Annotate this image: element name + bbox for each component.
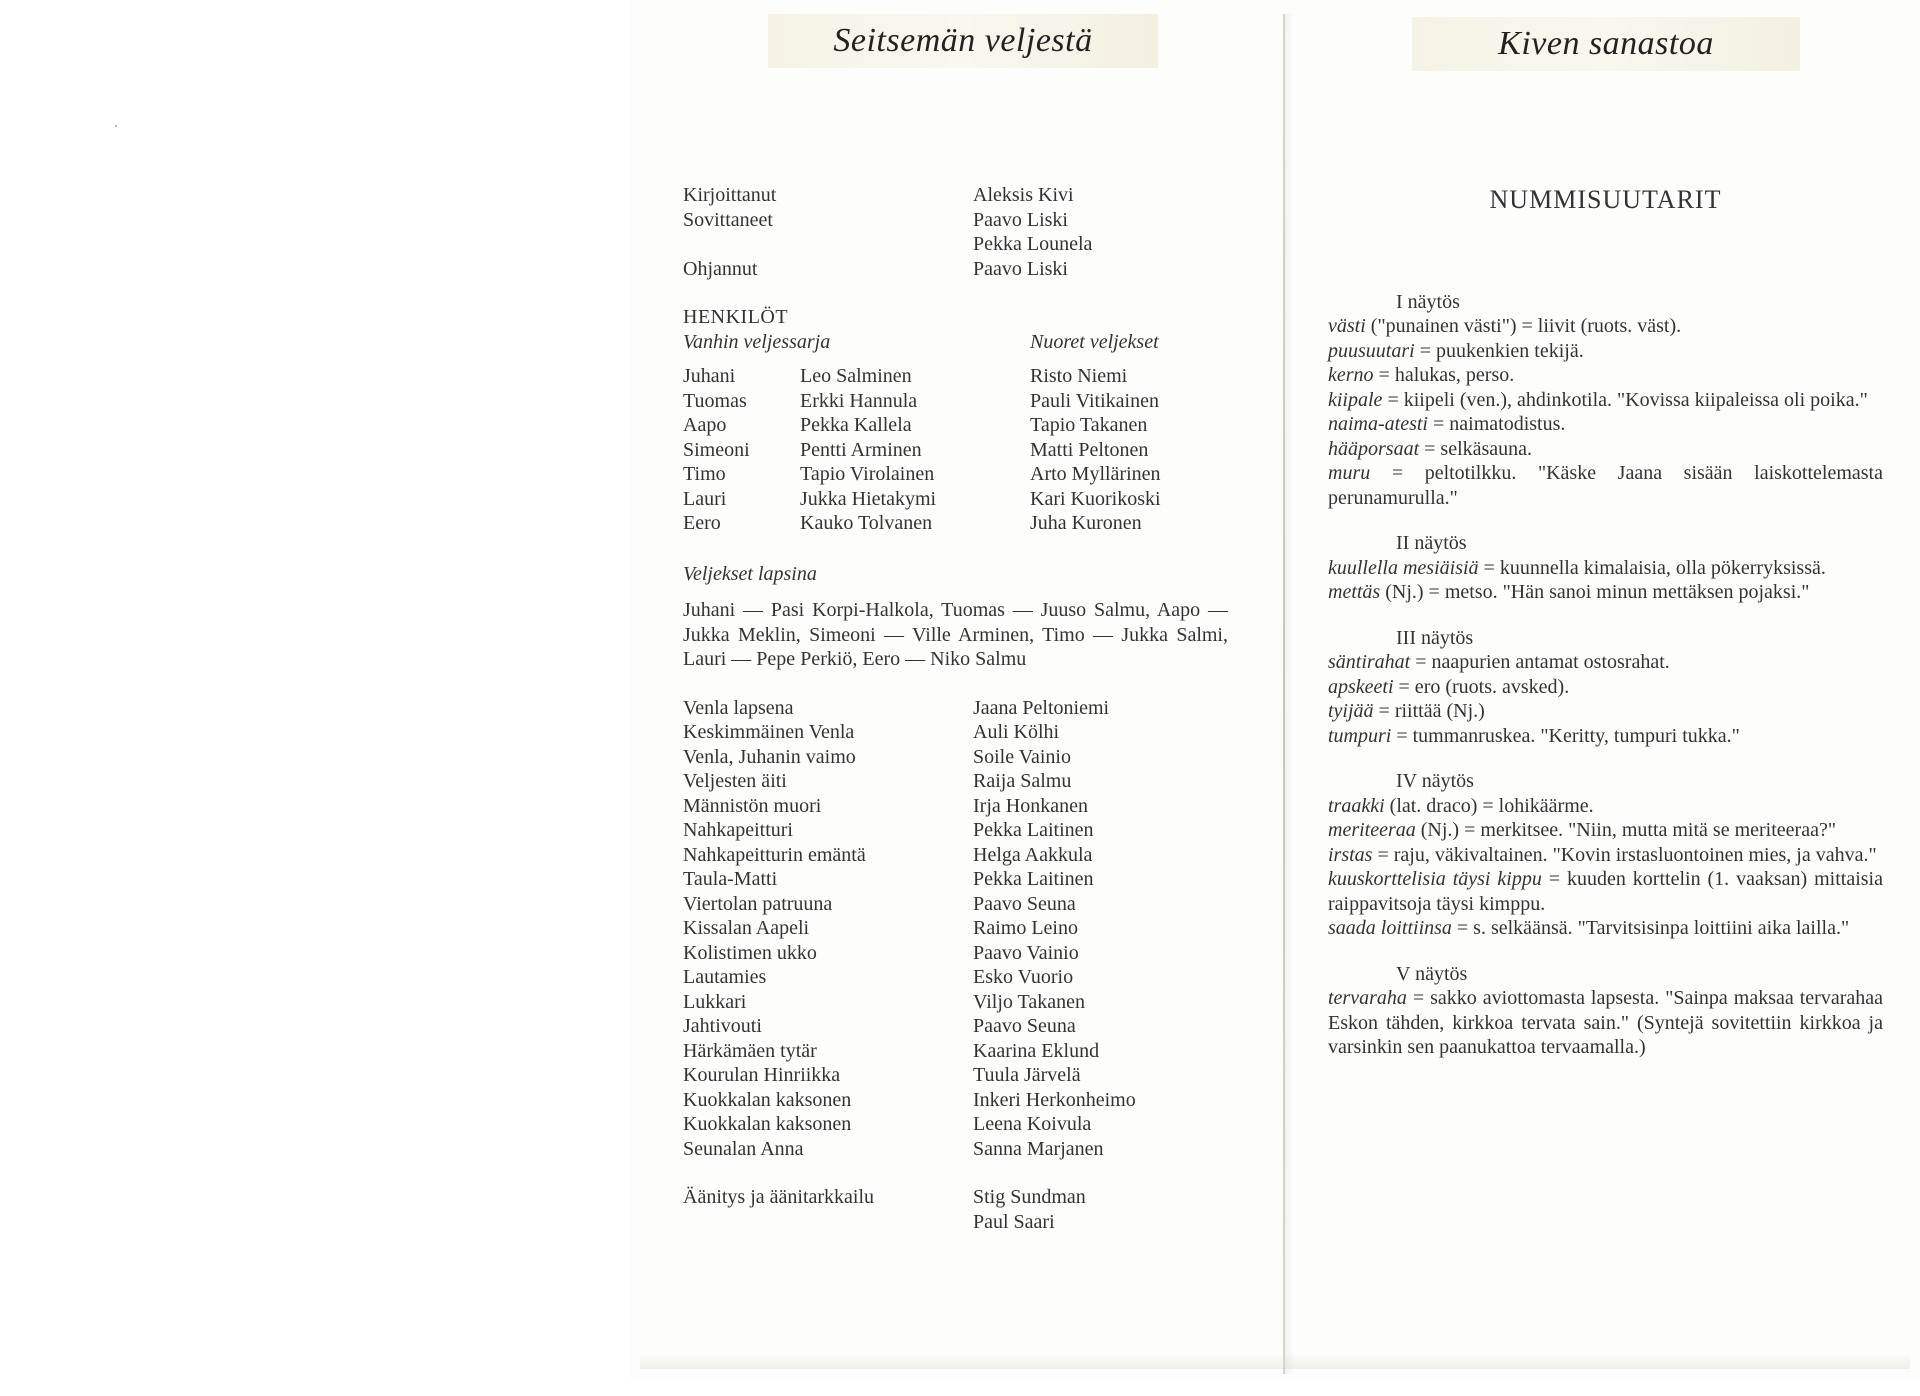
role-name: Männistön muori xyxy=(683,794,822,817)
glossary-definition: = riittää (Nj.) xyxy=(1373,700,1485,722)
glossary-entry xyxy=(1328,363,1883,388)
glossary-definition: = puukenkien tekijä. xyxy=(1414,339,1584,362)
role-name: Jahtivouti xyxy=(683,1015,762,1037)
role-actor: Helga Aakkula xyxy=(973,843,1093,866)
role-row xyxy=(683,1112,1243,1137)
glossary-definition: (lat. draco) = lohikäärme. xyxy=(1384,794,1594,817)
role-actor: Kaarina Eklund xyxy=(973,1039,1100,1062)
role-row xyxy=(683,745,1243,770)
glossary-term: puusuutari xyxy=(1328,339,1415,362)
glossary-term: hääporsaat xyxy=(1328,437,1420,460)
credit-person: Paavo Liski xyxy=(973,257,1068,280)
role-name: Veljesten äiti xyxy=(683,770,787,792)
younger-actor: Risto Niemi xyxy=(1030,365,1128,387)
persons-heading: HENKILÖT xyxy=(683,306,789,328)
role-row xyxy=(683,769,1243,794)
role-actor: Esko Vuorio xyxy=(973,966,1074,988)
older-brothers-heading: Vanhin veljessarja xyxy=(683,330,831,353)
scan-speck xyxy=(115,125,117,127)
role-row xyxy=(683,843,1243,868)
sound-credit xyxy=(683,1185,1243,1234)
role-row xyxy=(683,818,1243,843)
brother-name: Simeoni xyxy=(683,438,750,461)
role-actor: Raija Salmu xyxy=(973,770,1072,792)
glossary-definition: = raju, väkivaltainen. "Kovin irstasluontoinen mies, ja vahva." xyxy=(1372,843,1877,866)
older-actor: Kauko Tolvanen xyxy=(800,512,933,534)
role-actor: Paavo Seuna xyxy=(973,892,1076,915)
role-name: Viertolan patruuna xyxy=(683,892,833,915)
older-actor: Pekka Kallela xyxy=(800,414,912,436)
younger-actor: Arto Myllärinen xyxy=(1030,463,1161,485)
page-bottom-edge xyxy=(640,1355,1910,1369)
credit-people xyxy=(973,208,1092,257)
role-actor: Jaana Peltoniemi xyxy=(973,696,1110,719)
older-actor: Jukka Hietakymi xyxy=(800,487,937,510)
glossary-term: säntirahat xyxy=(1328,651,1411,673)
role-actor: Pekka Laitinen xyxy=(973,819,1094,841)
role-row xyxy=(683,1137,1243,1162)
glossary-definition: = naimatodistus. xyxy=(1428,413,1566,435)
glossary-definition: = peltotilkku. "Käske Jaana sisään laiskottelemasta perunamurulla." xyxy=(1328,462,1883,509)
credit-row xyxy=(683,208,1243,257)
glossary-definition: = sakko aviottomasta lapsesta. "Sainpa maksaa tervarahaa Eskon tähden, kirkkoa tervata sain." (Syntejä sovitettiin kirkkoa ja varsinkin sen paanukattoa tervaamalla.) xyxy=(1328,987,1883,1058)
glossary-entry xyxy=(1328,675,1883,700)
brother-name: Juhani xyxy=(683,365,736,387)
role-name: Kuokkalan kaksonen xyxy=(683,1113,852,1135)
role-name: Kuokkalan kaksonen xyxy=(683,1088,852,1111)
right-title-band xyxy=(1412,17,1800,71)
glossary-definition: = kiipeli (ven.), ahdinkotila. "Kovissa kiipaleissa oli poika." xyxy=(1382,388,1868,411)
glossary-term: kuullella mesiäisiä xyxy=(1328,556,1479,579)
role-actor: Auli Kölhi xyxy=(973,721,1060,743)
glossary-entry xyxy=(1328,986,1883,1060)
role-name: Venla, Juhanin vaimo xyxy=(683,745,856,768)
act-title: IV näytös xyxy=(1396,770,1474,792)
role-name: Keskimmäinen Venla xyxy=(683,721,855,743)
role-actor: Paavo Seuna xyxy=(973,1015,1076,1037)
glossary-entry xyxy=(1328,867,1883,916)
role-name: Härkämäen tytär xyxy=(683,1039,817,1062)
glossary-entry xyxy=(1328,412,1883,437)
credit-role: Kirjoittanut xyxy=(683,184,777,206)
glossary-term: västi xyxy=(1328,315,1366,337)
spacer xyxy=(683,281,1243,305)
sound-role: Äänitys ja äänitarkkailu xyxy=(683,1186,875,1208)
glossary-entry xyxy=(1328,916,1883,941)
role-actor: Inkeri Herkonheimo xyxy=(973,1088,1136,1111)
role-row xyxy=(683,892,1243,917)
act-title: II näytös xyxy=(1396,532,1467,554)
credit-people xyxy=(973,183,1074,208)
brother-names-column xyxy=(683,364,800,536)
children-cast-text: Juhani — Pasi Korpi-Halkola, Tuomas — Juuso Salmu, Aapo — Jukka Meklin, Simeoni — Ville Arminen, Timo — Jukka Salmi, Lauri — Pepe Perkiö, Eero — Niko Salmu xyxy=(683,599,1228,670)
spacer xyxy=(683,672,1243,696)
older-actors-column xyxy=(800,364,1030,536)
brother-name: Aapo xyxy=(683,414,727,436)
left-page-title: Seitsemän veljestä xyxy=(833,22,1093,59)
credit-person: Aleksis Kivi xyxy=(973,184,1074,206)
glossary-definition: = naapurien antamat ostosrahat. xyxy=(1410,651,1670,673)
glossary-term: naima-atesti xyxy=(1328,413,1428,435)
glossary-definition: = s. selkäänsä. "Tarvitsisinpa loittiini aika lailla." xyxy=(1451,917,1850,939)
role-row xyxy=(683,1063,1243,1088)
brothers-cast-table xyxy=(683,364,1243,536)
credit-people xyxy=(973,257,1068,282)
credit-role: Sovittaneet xyxy=(683,208,773,231)
glossary-definition: (Nj.) = metso. "Hän sanoi minun mettäksen pojaksi." xyxy=(1380,581,1810,603)
glossary-definition: = halukas, perso. xyxy=(1373,364,1515,386)
children-heading: Veljekset lapsina xyxy=(683,562,817,585)
younger-actor: Pauli Vitikainen xyxy=(1030,389,1159,412)
glossary-entry xyxy=(1328,699,1883,724)
glossary-definition: = ero (ruots. avsked). xyxy=(1393,675,1570,698)
role-row xyxy=(683,1014,1243,1039)
role-name: Kourulan Hinriikka xyxy=(683,1064,841,1086)
glossary-definition: ("punainen västi") = liivit (ruots. väst). xyxy=(1365,315,1682,337)
glossary-term: kuuskorttelisia täysi kippu xyxy=(1328,868,1542,890)
credits-block xyxy=(683,183,1243,281)
role-row xyxy=(683,916,1243,941)
younger-actor: Tapio Takanen xyxy=(1030,414,1148,436)
younger-actor: Juha Kuronen xyxy=(1030,512,1142,534)
glossary-entry xyxy=(1328,461,1883,510)
glossary-acts xyxy=(1328,290,1883,1060)
role-row xyxy=(683,696,1243,721)
sound-person: Paul Saari xyxy=(973,1210,1055,1233)
glossary-term: meriteeraa xyxy=(1328,819,1416,841)
brother-name: Lauri xyxy=(683,487,727,510)
right-page-title: Kiven sanastoa xyxy=(1498,25,1714,62)
role-actor: Raimo Leino xyxy=(973,917,1078,939)
glossary-entry xyxy=(1328,843,1883,868)
role-name: Nahkapeitturin emäntä xyxy=(683,843,866,866)
role-actor: Pekka Laitinen xyxy=(973,868,1094,890)
left-page xyxy=(683,183,1243,1234)
glossary-term: saada loittiinsa xyxy=(1328,917,1452,939)
glossary-definition: (Nj.) = merkitsee. "Niin, mutta mitä se meriteeraa?" xyxy=(1415,819,1836,841)
glossary-entry xyxy=(1328,580,1883,605)
older-actor: Pentti Arminen xyxy=(800,438,922,461)
glossary-term: tervaraha xyxy=(1328,987,1407,1009)
glossary-term: tumpuri xyxy=(1328,724,1392,747)
glossary-entry xyxy=(1328,724,1883,749)
glossary-term: mettäs xyxy=(1328,581,1381,603)
spacer xyxy=(683,1161,1243,1185)
glossary-term: tyijää xyxy=(1328,700,1374,722)
brother-name: Timo xyxy=(683,463,726,485)
role-row xyxy=(683,965,1243,990)
older-actor: Tapio Virolainen xyxy=(800,463,935,485)
role-actor: Soile Vainio xyxy=(973,745,1071,768)
glossary-entry xyxy=(1328,650,1883,675)
brother-name: Tuomas xyxy=(683,389,747,412)
role-actor: Sanna Marjanen xyxy=(973,1137,1104,1160)
role-row xyxy=(683,794,1243,819)
glossary-term: muru xyxy=(1328,462,1371,484)
role-actor: Paavo Vainio xyxy=(973,941,1079,964)
glossary-definition: = kuunnella kimalaisia, olla pökerryksissä. xyxy=(1478,556,1826,579)
fold-shadow xyxy=(1285,14,1295,1374)
glossary-entry xyxy=(1328,437,1883,462)
older-actor: Leo Salminen xyxy=(800,365,912,387)
glossary-term: traakki xyxy=(1328,794,1385,817)
glossary-definition: = kuuden korttelin (1. vaaksan) mittaisia raippavitsoja täysi kimppu. xyxy=(1328,868,1883,915)
glossary-definition: = tummanruskea. "Keritty, tumpuri tukka." xyxy=(1391,724,1740,747)
glossary-term: irstas xyxy=(1328,843,1373,866)
glossary-term: kiipale xyxy=(1328,388,1383,411)
role-name: Lautamies xyxy=(683,966,767,988)
role-row xyxy=(683,1088,1243,1113)
credit-row xyxy=(683,257,1243,282)
role-actor: Tuula Järvelä xyxy=(973,1064,1081,1086)
credit-person: Pekka Lounela xyxy=(973,233,1093,255)
younger-actor: Matti Peltonen xyxy=(1030,438,1149,461)
role-name: Lukkari xyxy=(683,990,747,1013)
role-row xyxy=(683,1039,1243,1064)
role-name: Venla lapsena xyxy=(683,696,794,719)
act-title: V näytös xyxy=(1396,962,1468,985)
role-row xyxy=(683,867,1243,892)
credit-person: Paavo Liski xyxy=(973,208,1068,231)
role-name: Kolistimen ukko xyxy=(683,941,817,964)
role-name: Taula-Matti xyxy=(683,868,778,890)
act-title: I näytös xyxy=(1396,290,1460,313)
glossary-entry xyxy=(1328,314,1883,339)
brother-name: Eero xyxy=(683,512,721,534)
role-actor: Irja Honkanen xyxy=(973,794,1088,817)
credit-role: Ohjannut xyxy=(683,257,758,280)
left-title-band xyxy=(768,14,1158,68)
glossary-entry xyxy=(1328,388,1883,413)
role-row xyxy=(683,990,1243,1015)
role-name: Kissalan Aapeli xyxy=(683,917,810,939)
sound-people xyxy=(973,1185,1086,1234)
glossary-entry xyxy=(1328,339,1883,364)
role-row xyxy=(683,941,1243,966)
glossary-definition: = selkäsauna. xyxy=(1419,437,1533,460)
glossary-heading: NUMMISUUTARIT xyxy=(1489,185,1722,214)
older-actor: Erkki Hannula xyxy=(800,389,918,412)
role-name: Seunalan Anna xyxy=(683,1137,804,1160)
glossary-entry xyxy=(1328,556,1883,581)
credit-row xyxy=(683,183,1243,208)
glossary-term: apskeeti xyxy=(1328,675,1394,698)
role-actor: Leena Koivula xyxy=(973,1113,1092,1135)
role-name: Nahkapeitturi xyxy=(683,819,793,841)
right-page xyxy=(1328,185,1883,1060)
cast-subheadings xyxy=(683,330,1243,355)
glossary-entry xyxy=(1328,794,1883,819)
younger-actors-column xyxy=(1030,364,1230,536)
glossary-entry xyxy=(1328,818,1883,843)
other-roles-list xyxy=(683,696,1243,1162)
role-actor: Viljo Takanen xyxy=(973,990,1086,1013)
younger-actor: Kari Kuorikoski xyxy=(1030,487,1161,510)
role-row xyxy=(683,720,1243,745)
sound-person: Stig Sundman xyxy=(973,1186,1086,1208)
younger-brothers-heading: Nuoret veljekset xyxy=(1030,330,1159,353)
glossary-term: kerno xyxy=(1328,364,1374,386)
act-title: III näytös xyxy=(1396,626,1474,649)
spacer xyxy=(683,536,1243,562)
